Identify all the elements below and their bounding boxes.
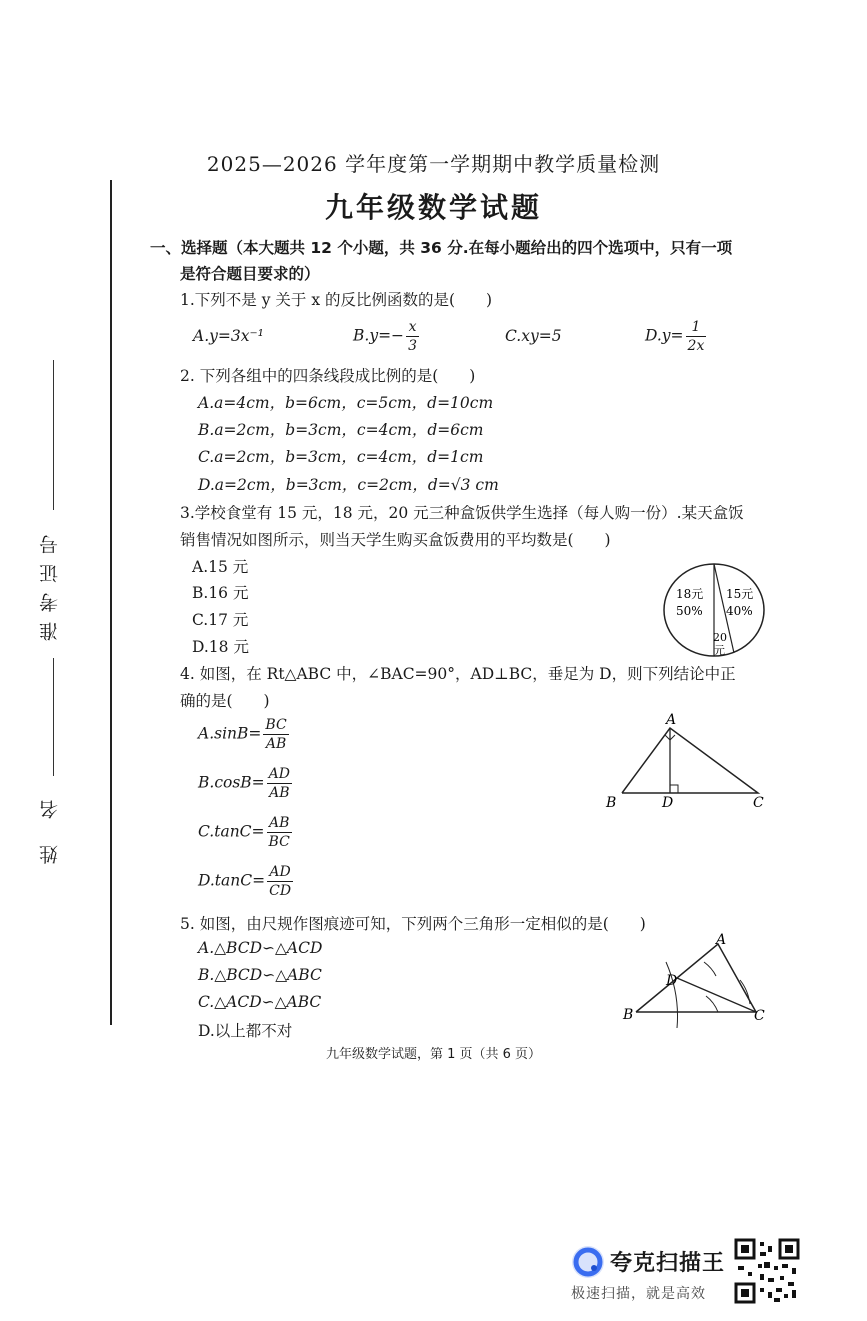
label-b: B — [623, 1007, 634, 1023]
q3-stem-cont: 销售情况如图所示，则当天学生购买盒饭费用的平均数是( ) — [180, 531, 611, 549]
q5-option-c: C.△ACD∽△ABC — [198, 993, 322, 1011]
pie-label-20-num: 20 — [713, 631, 727, 644]
scanner-brand-slogan: 极速扫描，就是高效 — [571, 1286, 706, 1302]
q3-option-d: D.18 元 — [192, 638, 249, 656]
pie-pct-18: 50% — [676, 604, 703, 618]
q2-option-a: A.a=4cm，b=6cm，c=5cm，d=10cm — [198, 394, 494, 412]
q1-option-b: B.y=− $\frac{x}{3}$ — [353, 319, 417, 354]
q4-triangle-figure — [600, 710, 775, 815]
q3-option-a: A.15 元 — [192, 558, 249, 576]
q4-option-b: B.cosB= $\frac{AD}{AB}$ — [198, 766, 291, 801]
pie-label-18: 18元 — [676, 587, 704, 601]
q4-stem-cont: 确的是( ) — [180, 692, 270, 710]
right-angle-d — [670, 785, 678, 793]
scanner-brand-name: 夸克扫描王 — [610, 1251, 726, 1276]
q1-option-c: C.xy=5 — [505, 327, 562, 345]
exam-subtitle: 2025—2026 学年度第一学期期中教学质量检测 — [206, 152, 661, 176]
qr-code-icon — [734, 1238, 800, 1304]
label-d: D — [662, 795, 674, 811]
pie-label-20-unit: 元 — [714, 644, 725, 657]
label-d: D — [666, 973, 678, 989]
q5-construction-figure — [620, 932, 775, 1034]
binding-line — [110, 180, 112, 1025]
segment-dc — [677, 978, 756, 1012]
section-heading: 一、选择题（本大题共 12 个小题，共 36 分.在每小题给出的四个选项中，只有一项 — [150, 239, 733, 257]
q4-option-c: C.tanC= $\frac{AB}{BC}$ — [198, 815, 290, 850]
name-underline — [53, 658, 54, 776]
exam-id-underline — [53, 360, 54, 510]
q2-option-c: C.a=2cm，b=3cm，c=4cm，d=1cm — [198, 448, 484, 466]
exam-id-label: 准考证号 — [39, 525, 61, 641]
label-a: A — [666, 712, 677, 728]
q3-pie-chart — [660, 562, 770, 660]
q4-stem: 4. 如图，在 Rt△ABC 中，∠BAC=90°，AD⊥BC，垂足为 D，则下列结论中正 — [180, 665, 736, 683]
label-a: A — [716, 932, 727, 948]
page-footer: 九年级数学试题，第 1 页（共 6 页） — [325, 1047, 542, 1062]
label-c: C — [753, 795, 764, 811]
q2-option-b: B.a=2cm，b=3cm，c=4cm，d=6cm — [198, 421, 484, 439]
q3-option-c: C.17 元 — [192, 611, 249, 629]
label-c: C — [754, 1008, 765, 1024]
q5-stem: 5. 如图，由尺规作图痕迹可知，下列两个三角形一定相似的是( ) — [180, 915, 646, 933]
scanner-logo-icon — [570, 1244, 608, 1282]
pie-pct-15: 40% — [726, 604, 753, 618]
arc-mark-4 — [704, 962, 716, 976]
arc-mark-3 — [706, 996, 718, 1012]
triangle-abc — [636, 944, 756, 1012]
pie-label-15: 15元 — [726, 587, 754, 601]
q3-stem: 3.学校食堂有 15 元，18 元，20 元三种盒饭供学生选择（每人购一份）.某天盒饭 — [180, 504, 744, 522]
q5-option-b: B.△BCD∽△ABC — [198, 966, 322, 984]
arc-mark-1 — [666, 962, 678, 1028]
q1-option-d: D.y= $\frac{1}{2x}$ — [645, 319, 705, 354]
q3-option-b: B.16 元 — [192, 584, 249, 602]
q2-option-d: D.a=2cm，b=3cm，c=2cm，d=√3 cm — [198, 476, 499, 494]
q1-stem: 1.下列不是 y 关于 x 的反比例函数的是( ) — [180, 291, 493, 309]
name-label: 姓 名 — [39, 790, 61, 865]
q4-option-a: A.sinB= $\frac{BC}{AB}$ — [198, 717, 287, 752]
exam-title: 九年级数学试题 — [324, 191, 542, 224]
label-b: B — [606, 795, 617, 811]
q2-stem: 2. 下列各组中的四条线段成比例的是( ) — [180, 367, 476, 385]
q1-option-a: A.y=3x⁻¹ — [193, 327, 264, 345]
q5-option-a: A.△BCD∽△ACD — [198, 939, 323, 957]
q4-option-d: D.tanC= $\frac{AD}{CD}$ — [198, 864, 292, 899]
q5-option-d: D.以上都不对 — [198, 1022, 293, 1040]
section-heading-cont: 是符合题目要求的） — [180, 265, 320, 283]
triangle-abc — [622, 728, 758, 793]
